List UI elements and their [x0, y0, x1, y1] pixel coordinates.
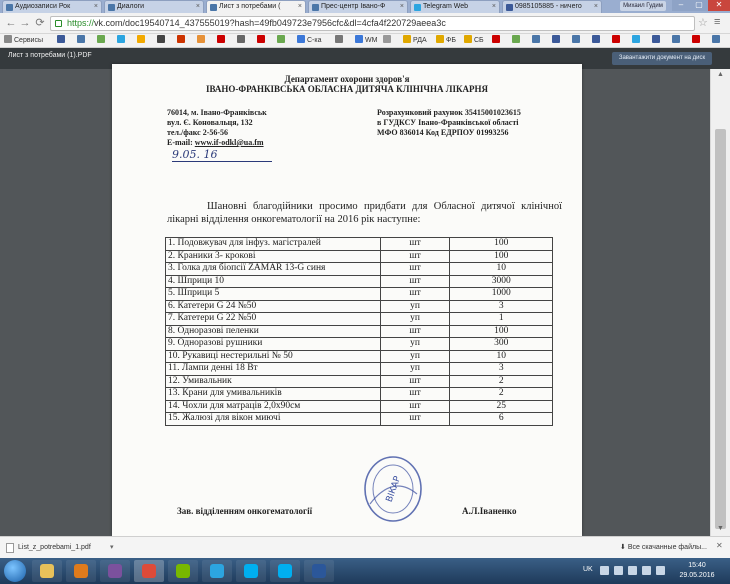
address-bar[interactable] [50, 16, 695, 31]
table-row [166, 350, 553, 363]
address-line: тел./факс 2-56-56 [167, 128, 229, 137]
item-unit: уп [380, 338, 450, 351]
bookmark-item[interactable] [257, 34, 267, 48]
bookmark-item[interactable]: СБ [464, 34, 484, 48]
downloads-bar [0, 536, 730, 558]
item-unit: уп [380, 313, 450, 326]
bookmark-favicon-icon [217, 35, 225, 43]
bookmark-favicon-icon [177, 35, 185, 43]
clock[interactable]: 15:40 29.05.2016 [679, 562, 715, 579]
tray-arrow-icon[interactable] [656, 566, 665, 575]
bookmark-item[interactable] [137, 34, 147, 48]
hospital-heading: ІВАНО-ФРАНКІВСЬКА ОБЛАСНА ДИТЯЧА КЛІНІЧНА ЛІКАРНЯ [205, 84, 489, 94]
close-icon[interactable]: × [93, 3, 98, 10]
tab-pdf[interactable]: Лист з потребами ( × [206, 0, 306, 13]
item-quantity: 1000 [450, 288, 553, 301]
item-quantity: 25 [450, 400, 553, 413]
address-line: 76014, м. Івано-Франківськ [167, 108, 267, 117]
item-unit: шт [380, 325, 450, 338]
bookmark-item[interactable] [157, 34, 167, 48]
taskbar-viber[interactable] [100, 560, 130, 582]
taskbar-explorer[interactable] [32, 560, 62, 582]
bookmark-item[interactable] [177, 34, 187, 48]
bookmark-favicon-icon [277, 35, 285, 43]
explorer-icon [40, 564, 54, 578]
taskbar [0, 558, 730, 584]
bookmark-favicon-icon [552, 35, 560, 43]
bookmark-favicon-icon [157, 35, 165, 43]
save-to-drive-button[interactable]: Завантажити документ на диск [612, 52, 712, 65]
bookmark-favicon-icon [4, 35, 12, 43]
bookmark-item[interactable]: РДА [403, 34, 427, 48]
needs-table [165, 237, 553, 426]
pdf-viewer [0, 48, 730, 536]
table-row [166, 413, 553, 426]
bookmark-item[interactable] [592, 34, 602, 48]
stamp-text: ВІКАР [384, 475, 404, 504]
taskbar-media[interactable] [66, 560, 96, 582]
maximize-button[interactable]: ▢ [690, 0, 708, 11]
item-unit: шт [380, 413, 450, 426]
bookmark-item[interactable] [237, 34, 247, 48]
item-quantity: 10 [450, 350, 553, 363]
close-window-button[interactable]: ✕ [708, 0, 730, 11]
tab-search[interactable]: 0985105885 - ничего × [502, 0, 602, 13]
table-row [166, 263, 553, 276]
stamp-seal [362, 454, 424, 524]
item-name: 15. Жалюзі для вікон миючі [166, 413, 381, 426]
download-arrow-icon: ⬇ [620, 544, 628, 551]
bookmark-favicon-icon [712, 35, 720, 43]
taskbar-word[interactable] [304, 560, 334, 582]
close-icon[interactable]: × [399, 3, 404, 10]
item-unit: шт [380, 250, 450, 263]
tab-press[interactable]: Прес-центр Івано-Ф × [308, 0, 408, 13]
bookmark-item[interactable]: ФБ [436, 34, 456, 48]
table-row [166, 288, 553, 301]
item-name: 2. Краники 3- крокові [166, 250, 381, 263]
close-icon[interactable]: × [491, 3, 496, 10]
word-icon [312, 564, 326, 578]
email-link[interactable]: www.if-odkl@ua.fm [194, 138, 264, 147]
scroll-up-icon[interactable]: ▲ [717, 71, 724, 78]
tab-audio[interactable]: Аудиозаписи Рок × [2, 0, 102, 13]
item-name: 4. Шприци 10 [166, 275, 381, 288]
table-row [166, 363, 553, 376]
bookmark-favicon-icon [672, 35, 680, 43]
item-quantity: 3 [450, 300, 553, 313]
document-page [112, 64, 582, 536]
taskbar-skype2[interactable] [270, 560, 300, 582]
bookmark-favicon-icon [612, 35, 620, 43]
bookmark-favicon-icon [512, 35, 520, 43]
table-row [166, 388, 553, 401]
item-quantity: 2 [450, 388, 553, 401]
table-row [166, 300, 553, 313]
table-row [166, 313, 553, 326]
bookmark-item[interactable] [552, 34, 562, 48]
bookmark-favicon-icon [492, 35, 500, 43]
bookmarks-bar [0, 34, 730, 48]
bookmark-favicon-icon [97, 35, 105, 43]
bookmark-favicon-icon [632, 35, 640, 43]
volume-icon[interactable] [614, 566, 623, 575]
item-quantity: 100 [450, 238, 553, 251]
bookmark-favicon-icon [464, 35, 472, 43]
email-line: E-mail: www.if-odkl@ua.fm [167, 138, 264, 147]
item-name: 10. Рукавиці нестерильні № 50 [166, 350, 381, 363]
toolbar [0, 13, 730, 34]
tab-strip [0, 0, 730, 13]
bank-line: МФО 836014 Код ЕДРПОУ 01993256 [377, 128, 509, 137]
bookmark-favicon-icon [57, 35, 65, 43]
url-scheme: https:// [67, 18, 95, 28]
pdf-title: Лист з потребами (1).PDF [8, 52, 92, 59]
media-icon [74, 564, 88, 578]
item-quantity: 6 [450, 413, 553, 426]
bookmark-favicon-icon [592, 35, 600, 43]
close-icon[interactable]: × [593, 3, 598, 10]
bookmark-item[interactable] [512, 34, 522, 48]
bookmark-favicon-icon [117, 35, 125, 43]
bookmark-favicon-icon [137, 35, 145, 43]
address-line: вул. Є. Коновальця, 132 [167, 118, 253, 127]
item-name: 11. Лампи денні 18 Вт [166, 363, 381, 376]
bookmark-favicon-icon [197, 35, 205, 43]
bookmark-favicon-icon [355, 35, 363, 43]
tab-telegram[interactable]: Telegram Web × [410, 0, 500, 13]
telegram-icon [414, 4, 421, 11]
bookmark-item[interactable] [277, 34, 287, 48]
taskbar-skype[interactable] [236, 560, 266, 582]
skype2-icon [278, 564, 292, 578]
request-paragraph: Шановні благодійники просимо придбати для Обласної дитячої клінічної лікарні відділення онкогематології на 2016 рік наступне: [167, 201, 562, 225]
url-path: vk.com/doc19540714_437555019?hash=49fb049723e7956cfc&dl=4cfa4f220729aeea3c [94, 18, 446, 28]
scroll-thumb[interactable] [715, 129, 726, 529]
item-name: 12. Умивальник [166, 375, 381, 388]
item-quantity: 100 [450, 325, 553, 338]
vk-icon [312, 4, 319, 11]
show-all-downloads-link[interactable]: ⬇ Все скачанные файлы... [620, 544, 707, 551]
item-name: 5. Шприци 5 [166, 288, 381, 301]
bookmark-item[interactable] [652, 34, 662, 48]
bookmark-item[interactable] [532, 34, 542, 48]
download-filename: List_z_potrebami_1.pdf [18, 544, 91, 551]
item-name: 14. Чохли для матраців 2,0х90см [166, 400, 381, 413]
bookmark-item[interactable] [217, 34, 227, 48]
bookmark-favicon-icon [297, 35, 305, 43]
scroll-down-icon[interactable]: ▼ [717, 525, 724, 532]
bookmark-favicon-icon [335, 35, 343, 43]
item-name: 3. Голка для біопсії ZAMAR 13-G синя [166, 263, 381, 276]
bank-line: Розрахунковий рахунок 35415001023615 [377, 108, 521, 117]
item-quantity: 10 [450, 263, 553, 276]
item-unit: уп [380, 363, 450, 376]
table-row [166, 338, 553, 351]
bookmark-favicon-icon [237, 35, 245, 43]
taskbar-chrome[interactable] [134, 560, 164, 582]
item-quantity: 2 [450, 375, 553, 388]
item-quantity: 300 [450, 338, 553, 351]
item-unit: уп [380, 300, 450, 313]
viber-icon [108, 564, 122, 578]
bookmark-favicon-icon [572, 35, 580, 43]
bookmark-favicon-icon [403, 35, 411, 43]
forward-button[interactable]: → [19, 17, 31, 29]
item-name: 13. Крани для умивальників [166, 388, 381, 401]
signature-label: Зав. відділенням онкогематології [177, 506, 313, 516]
bookmark-item[interactable] [572, 34, 582, 48]
bookmark-item[interactable] [632, 34, 642, 48]
bookmark-item[interactable] [57, 34, 67, 48]
item-unit: шт [380, 275, 450, 288]
bookmark-favicon-icon [383, 35, 391, 43]
bookmark-item[interactable] [383, 34, 393, 48]
bookmark-item[interactable] [712, 34, 722, 48]
item-name: 1. Подовжувач для інфуз. магістралей [166, 238, 381, 251]
item-unit: шт [380, 238, 450, 251]
item-unit: шт [380, 288, 450, 301]
item-unit: шт [380, 263, 450, 276]
minimize-button[interactable]: – [672, 0, 690, 11]
bookmark-item[interactable]: С-ка [297, 34, 322, 48]
table-row [166, 400, 553, 413]
bookmark-item[interactable] [77, 34, 87, 48]
flag-icon[interactable] [628, 566, 637, 575]
chevron-down-icon[interactable]: ▾ [110, 544, 114, 551]
bookmark-item[interactable] [492, 34, 502, 48]
chrome-icon [142, 564, 156, 578]
vk-icon [6, 4, 13, 11]
bookmark-favicon-icon [652, 35, 660, 43]
reload-button[interactable]: ⟳ [35, 17, 45, 29]
table-row [166, 250, 553, 263]
item-quantity: 1 [450, 313, 553, 326]
item-name: 8. Одноразові пеленки [166, 325, 381, 338]
table-row [166, 375, 553, 388]
battery-icon[interactable] [642, 566, 651, 575]
bookmark-favicon-icon [257, 35, 265, 43]
menu-icon[interactable]: ≡ [714, 16, 721, 28]
start-button[interactable] [4, 560, 26, 582]
item-unit: шт [380, 388, 450, 401]
signature-name: А.Л.Іваненко [462, 506, 517, 516]
bookmark-item[interactable] [117, 34, 127, 48]
download-item[interactable] [6, 540, 118, 556]
bookmark-favicon-icon [692, 35, 700, 43]
close-downloads-button[interactable]: ✕ [716, 541, 723, 550]
item-unit: уп [380, 350, 450, 363]
bookmark-item[interactable] [612, 34, 622, 48]
user-badge[interactable]: Михаил Гудим [620, 1, 666, 11]
item-name: 9. Одноразові рушники [166, 338, 381, 351]
item-quantity: 100 [450, 250, 553, 263]
file-icon [6, 543, 14, 553]
item-unit: шт [380, 400, 450, 413]
utorrent-icon [176, 564, 190, 578]
vertical-scrollbar[interactable] [710, 69, 730, 536]
handwritten-date: 9.05. 16 [172, 148, 272, 162]
bookmark-item[interactable] [672, 34, 682, 48]
facebook-icon [506, 4, 513, 11]
bookmark-item[interactable]: WM [355, 34, 377, 48]
bookmark-item[interactable] [97, 34, 107, 48]
network-icon[interactable] [600, 566, 609, 575]
table-row [166, 238, 553, 251]
bookmark-favicon-icon [77, 35, 85, 43]
language-indicator[interactable]: UK [583, 566, 593, 573]
bookmark-item[interactable] [692, 34, 702, 48]
bookmark-favicon-icon [532, 35, 540, 43]
bank-line: в ГУДКСУ Івано-Франківської області [377, 118, 519, 127]
telegram-icon [210, 564, 224, 578]
item-quantity: 3 [450, 363, 553, 376]
bookmark-star-icon[interactable]: ☆ [698, 17, 708, 29]
vk-icon [210, 4, 217, 11]
close-icon[interactable]: × [195, 3, 200, 10]
item-unit: шт [380, 375, 450, 388]
table-row [166, 275, 553, 288]
taskbar-telegram[interactable] [202, 560, 232, 582]
tab-dialogs[interactable]: Диалоги × [104, 0, 204, 13]
bookmark-item[interactable] [335, 34, 345, 48]
vk-icon [108, 4, 115, 11]
skype-icon [244, 564, 258, 578]
bookmark-item[interactable] [197, 34, 207, 48]
lock-icon [55, 20, 62, 27]
bookmark-favicon-icon [436, 35, 444, 43]
item-quantity: 3000 [450, 275, 553, 288]
close-icon[interactable]: × [297, 3, 302, 10]
item-name: 7. Катетери G 22 №50 [166, 313, 381, 326]
bookmark-item[interactable]: Сервисы [4, 34, 43, 48]
item-name: 6. Катетери G 24 №50 [166, 300, 381, 313]
department-heading: Департамент охорони здоров'я [284, 74, 410, 84]
table-row [166, 325, 553, 338]
taskbar-utorrent[interactable] [168, 560, 198, 582]
back-button[interactable]: ← [5, 17, 17, 29]
